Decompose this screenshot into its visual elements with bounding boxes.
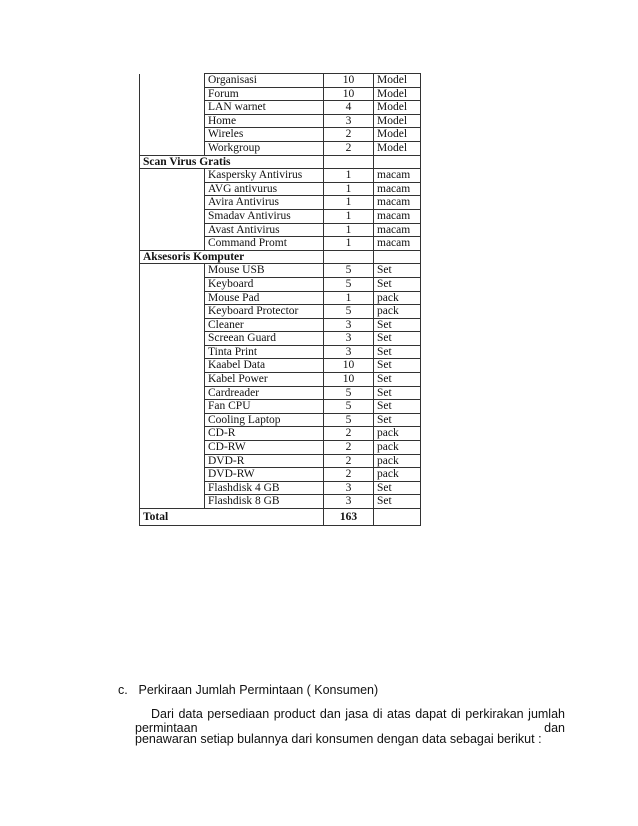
item-name-cell: Kabel Power [205,373,324,387]
table-row [140,454,421,468]
item-qty-cell: 10 [324,373,374,387]
item-name-cell: DVD-RW [205,468,324,482]
item-qty-cell: 3 [324,318,374,332]
paragraph-line-2: penawaran setiap bulannya dari konsumen dengan data sebagai berikut : [135,732,542,746]
item-unit-cell: Set [374,400,421,414]
item-qty-cell: 5 [324,400,374,414]
total-value: 163 [324,509,374,526]
item-name-cell: Home [205,114,324,128]
item-name-cell: CD-RW [205,441,324,455]
item-name-cell: Workgroup [205,141,324,155]
group-title: Scan Virus Gratis [140,155,324,169]
category-cell [140,291,205,305]
group-title: Aksesoris Komputer [140,250,324,264]
item-qty-cell: 2 [324,141,374,155]
item-name-cell: Flashdisk 4 GB [205,481,324,495]
category-cell [140,101,205,115]
category-cell [140,413,205,427]
item-qty-cell: 1 [324,209,374,223]
total-label: Total [140,509,324,526]
total-unit-cell [374,509,421,526]
table-row [140,373,421,387]
item-name-cell: CD-R [205,427,324,441]
item-name-cell: Avast Antivirus [205,223,324,237]
item-unit-cell: Set [374,495,421,509]
item-name-cell: Cleaner [205,318,324,332]
section-title: Perkiraan Jumlah Permintaan ( Konsumen) [138,683,379,697]
table-row [140,196,421,210]
item-unit-cell: macam [374,237,421,251]
table-row [140,386,421,400]
item-name-cell: Flashdisk 8 GB [205,495,324,509]
category-cell [140,209,205,223]
category-cell [140,237,205,251]
category-cell [140,495,205,509]
item-name-cell: Keyboard Protector [205,305,324,319]
category-cell [140,454,205,468]
category-cell [140,345,205,359]
item-qty-cell: 3 [324,114,374,128]
item-qty-cell: 3 [324,481,374,495]
item-name-cell: Keyboard [205,277,324,291]
item-name-cell: Avira Antivirus [205,196,324,210]
inventory-table [139,73,421,526]
item-unit-cell: pack [374,454,421,468]
item-name-cell: Organisasi [205,74,324,88]
table-row [140,74,421,88]
table-row [140,345,421,359]
item-qty-cell: 1 [324,223,374,237]
item-qty-cell: 1 [324,169,374,183]
item-unit-cell: Set [374,277,421,291]
category-cell [140,441,205,455]
item-unit-cell: pack [374,468,421,482]
category-cell [140,87,205,101]
table-row [140,209,421,223]
category-cell [140,400,205,414]
table-row [140,468,421,482]
item-unit-cell: Set [374,264,421,278]
table-row [140,264,421,278]
table-row [140,291,421,305]
item-unit-cell: pack [374,427,421,441]
item-qty-cell: 3 [324,332,374,346]
table-row [140,141,421,155]
category-cell [140,305,205,319]
item-name-cell: Cardreader [205,386,324,400]
group-header-row [140,155,421,169]
item-unit-cell: Set [374,386,421,400]
item-qty-cell: 3 [324,345,374,359]
item-name-cell: Fan CPU [205,400,324,414]
item-unit-cell: Model [374,101,421,115]
table-row [140,128,421,142]
item-unit-cell: Model [374,87,421,101]
item-unit-cell: Set [374,413,421,427]
item-qty-cell: 5 [324,386,374,400]
item-qty-cell: 5 [324,413,374,427]
category-cell [140,386,205,400]
item-unit-cell: pack [374,441,421,455]
category-cell [140,114,205,128]
item-unit-cell: macam [374,209,421,223]
item-qty-cell: 1 [324,291,374,305]
table-row [140,359,421,373]
table-row [140,481,421,495]
item-qty-cell: 5 [324,264,374,278]
category-cell [140,141,205,155]
group-unit-cell [374,250,421,264]
item-name-cell: DVD-R [205,454,324,468]
item-unit-cell: Model [374,141,421,155]
category-cell [140,332,205,346]
section-number: c. [118,683,128,697]
item-qty-cell: 5 [324,305,374,319]
item-unit-cell: Set [374,359,421,373]
item-qty-cell: 4 [324,101,374,115]
item-unit-cell: macam [374,196,421,210]
item-unit-cell: macam [374,169,421,183]
table-row [140,87,421,101]
item-qty-cell: 1 [324,182,374,196]
table-row [140,114,421,128]
item-unit-cell: Set [374,481,421,495]
table-row [140,305,421,319]
inventory-table-body [140,74,421,526]
category-cell [140,359,205,373]
item-qty-cell: 1 [324,237,374,251]
item-unit-cell: Set [374,345,421,359]
table-row [140,169,421,183]
item-name-cell: Command Promt [205,237,324,251]
item-qty-cell: 2 [324,468,374,482]
table-row [140,101,421,115]
category-cell [140,277,205,291]
item-qty-cell: 2 [324,441,374,455]
item-unit-cell: macam [374,182,421,196]
group-unit-cell [374,155,421,169]
item-name-cell: LAN warnet [205,101,324,115]
item-unit-cell: pack [374,291,421,305]
item-name-cell: Tinta Print [205,345,324,359]
category-cell [140,427,205,441]
category-cell [140,74,205,88]
total-row [140,509,421,526]
item-name-cell: Forum [205,87,324,101]
table-row [140,182,421,196]
item-unit-cell: Model [374,128,421,142]
item-unit-cell: Model [374,114,421,128]
group-qty-cell [324,155,374,169]
item-name-cell: Screean Guard [205,332,324,346]
category-cell [140,169,205,183]
item-qty-cell: 2 [324,427,374,441]
item-qty-cell: 1 [324,196,374,210]
table-row [140,223,421,237]
table-row [140,277,421,291]
item-name-cell: Kaabel Data [205,359,324,373]
table-row [140,332,421,346]
category-cell [140,264,205,278]
paragraph-line-1: Dari data persediaan product dan jasa di atas dapat di perkirakan jumlah permintaan dan [135,707,565,735]
item-qty-cell: 10 [324,359,374,373]
item-name-cell: AVG antivurus [205,182,324,196]
group-qty-cell [324,250,374,264]
item-unit-cell: macam [374,223,421,237]
category-cell [140,481,205,495]
item-qty-cell: 10 [324,87,374,101]
category-cell [140,223,205,237]
item-name-cell: Mouse USB [205,264,324,278]
item-qty-cell: 10 [324,74,374,88]
table-row [140,318,421,332]
item-unit-cell: pack [374,305,421,319]
item-unit-cell: Model [374,74,421,88]
table-row [140,441,421,455]
item-qty-cell: 5 [324,277,374,291]
category-cell [140,128,205,142]
item-qty-cell: 2 [324,128,374,142]
group-header-row [140,250,421,264]
category-cell [140,318,205,332]
table-row [140,400,421,414]
item-unit-cell: Set [374,373,421,387]
table-row [140,495,421,509]
table-row [140,237,421,251]
table-row [140,413,421,427]
item-unit-cell: Set [374,332,421,346]
category-cell [140,196,205,210]
item-name-cell: Smadav Antivirus [205,209,324,223]
item-unit-cell: Set [374,318,421,332]
item-qty-cell: 3 [324,495,374,509]
item-name-cell: Cooling Laptop [205,413,324,427]
item-qty-cell: 2 [324,454,374,468]
table-row [140,427,421,441]
item-name-cell: Wireles [205,128,324,142]
category-cell [140,373,205,387]
item-name-cell: Mouse Pad [205,291,324,305]
section-heading [118,683,378,697]
item-name-cell: Kaspersky Antivirus [205,169,324,183]
category-cell [140,182,205,196]
category-cell [140,468,205,482]
